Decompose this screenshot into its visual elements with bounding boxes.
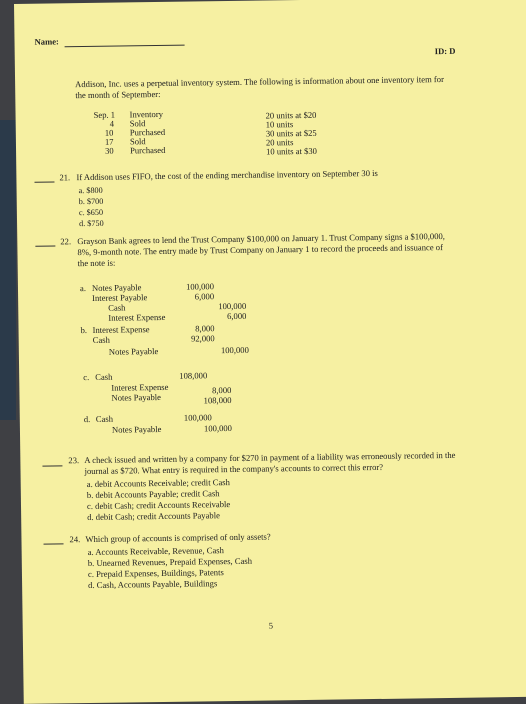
credit: 100,000 [203,422,233,434]
option-d: d. $750 [79,218,104,229]
account: Notes Payable [111,423,162,435]
intro-line-1: Addison, Inc. uses a perpetual inventory system. The following is information about one inventory item for [75,74,444,90]
question-number: 21. [59,172,71,183]
inv-qty: 10 units [265,119,294,130]
account: Cash [108,302,126,313]
account: Notes Payable [91,282,142,293]
answer-blank-21[interactable] [34,181,54,182]
option-a: a. debit Accounts Receivable; credit Cash [86,477,230,490]
account: Interest Expense [111,381,169,393]
inv-date: 4 [109,118,115,129]
option-c: c. Prepaid Expenses, Buildings, Patents [87,567,224,580]
inv-date: Sep. 1 [93,109,116,120]
option-b: b. debit Accounts Payable; credit Cash [86,488,220,501]
question-number: 22. [60,236,72,247]
debit: 108,000 [179,370,208,381]
debit: 6,000 [194,291,215,302]
account: Interest Expense [108,311,166,323]
credit: 8,000 [211,385,232,396]
name-field[interactable] [65,45,185,48]
background-edge [0,120,16,420]
option-b: b. Unearned Revenues, Prepaid Expenses, Cash [87,555,253,569]
question-line-1: A check issued and written by a company for $270 in payment of a liability was erroneously recorded in the [84,449,456,466]
inv-qty: 10 units at $30 [266,145,318,157]
question-number: 23. [68,455,80,466]
debit: 92,000 [190,333,215,344]
inv-qty: 30 units at $25 [265,127,317,139]
credit: 100,000 [218,300,247,312]
inv-desc: Purchased [129,144,166,156]
account: Interest Payable [92,292,148,303]
exam-page [14,0,526,704]
option-d: d. Cash, Accounts Payable, Buildings [88,578,218,591]
intro-line-2: the month of September: [75,88,161,101]
credit: 100,000 [220,344,249,356]
account: Notes Payable [108,346,159,357]
credit: 6,000 [226,310,247,322]
option-c: c. debit Cash; credit Accounts Receivable [86,499,231,512]
id-label: ID: D [434,45,456,57]
answer-blank-22[interactable] [35,245,55,246]
inv-desc: Purchased [129,126,166,138]
option-a: a. Accounts Receivable, Revenue, Cash [87,545,224,558]
account: Interest Expense [92,324,150,335]
inv-date: 30 [104,145,114,156]
question-text: If Addison uses FIFO, the cost of the ending merchandise inventory on September 30 is [76,167,378,183]
answer-blank-24[interactable] [44,543,64,544]
option-letter: c. [83,371,90,383]
inv-qty: 20 units [265,137,294,148]
inv-desc: Inventory [129,108,164,120]
question-line-1: Grayson Bank agrees to lend the Trust Company $100,000 on January 1. Trust Company signs a $100,000, [77,231,445,247]
question-line-2: journal as $720. What entry is required in the company's accounts to correct this error? [84,461,384,477]
debit: 100,000 [183,412,212,423]
option-letter: b. [80,325,88,336]
inv-desc: Sold [129,136,146,147]
account: Cash [95,413,114,424]
inv-date: 17 [104,136,114,147]
option-letter: a. [79,283,87,294]
account: Cash [95,371,113,382]
question-text: Which group of accounts is comprised of only assets? [85,531,271,545]
inv-desc: Sold [129,118,146,129]
credit: 108,000 [203,395,232,406]
account: Cash [92,334,110,345]
page-number: 5 [268,620,274,631]
option-d: d. debit Cash; credit Accounts Payable [87,510,220,523]
option-letter: d. [83,413,91,425]
option-c: c. $650 [78,207,104,218]
debit: 8,000 [195,323,215,334]
name-label: Name: [34,36,59,47]
question-number: 24. [69,534,81,545]
question-line-2: 8%, 9-month note. The entry made by Trust Company on January 1 to record the proceeds and issuance of [77,242,443,258]
inv-qty: 20 units at $20 [265,109,317,121]
account: Notes Payable [111,391,161,403]
option-b: b. $700 [78,196,104,207]
question-line-3: the note is: [77,257,116,269]
option-a: a. $800 [78,185,103,196]
debit: 100,000 [185,281,215,292]
answer-blank-23[interactable] [42,465,62,466]
inv-date: 10 [104,127,114,138]
